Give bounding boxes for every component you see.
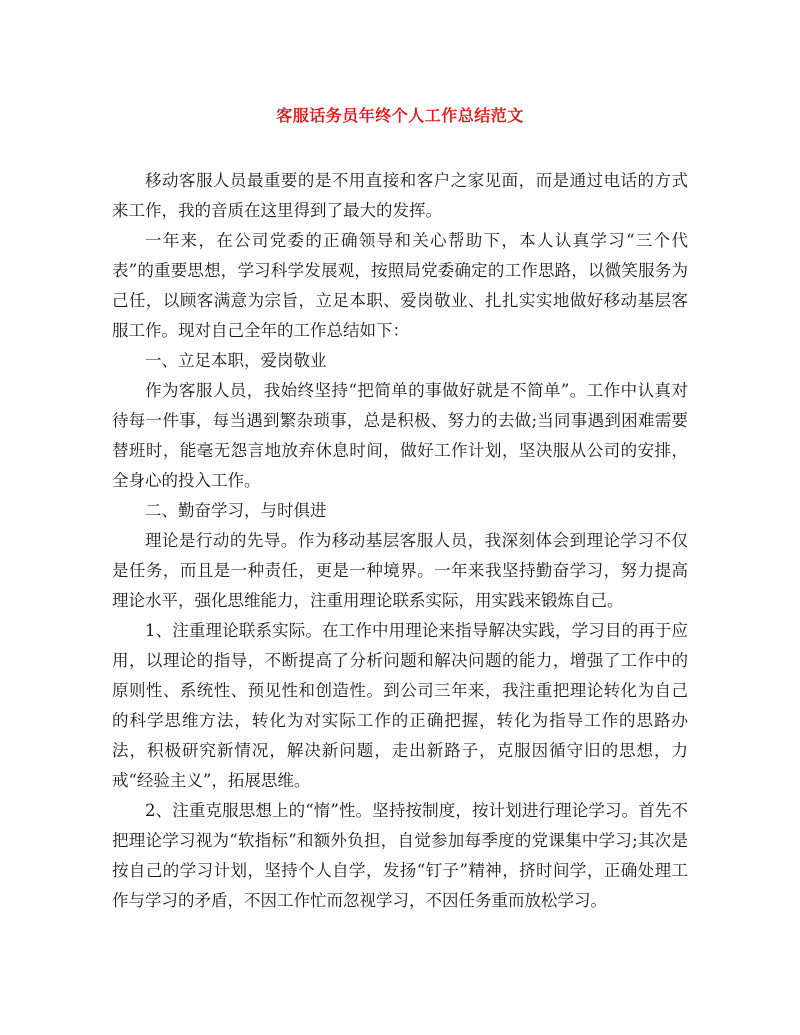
paragraph-point-1: 1、注重理论联系实际。在工作中用理论来指导解决实践，学习目的再于应用，以理论的指导，不断提高了分析问题和解决问题的能力，增强了工作中的原则性、系统性、预见性和创造性。到公司三年来，我注重把理论转化为自己的科学思维方法，转化为对实际工作的正确把握，转化为指导工作的思路办法，积极研究新情况，解决新问题，走出新路子，克服因循守旧的思想，力戒“经验主义”，拓展思维。 — [112, 621, 688, 790]
paragraph-point-2: 2、注重克服思想上的“惰”性。坚持按制度，按计划进行理论学习。首先不把理论学习视为“软指标”和额外负担，自觉参加每季度的党课集中学习;其次是按自己的学习计划，坚持个人自学，发扬“钉子”精神，挤时间学，正确处理工作与学习的矛盾，不因工作忙而忽视学习，不因任务重而放松学习。 — [112, 801, 688, 910]
paragraph-overview: 一年来，在公司党委的正确领导和关心帮助下，本人认真学习“三个代表”的重要思想，学习科学发展观，按照局党委确定的工作思路，以微笑服务为己任，以顾客满意为宗旨，立足本职、爱岗敬业、扎扎实实地做好移动基层客服工作。现对自己全年的工作总结如下： — [112, 231, 688, 340]
paragraph-section-1: 作为客服人员，我始终坚持“把简单的事做好就是不简单”。工作中认真对待每一件事，每当遇到繁杂琐事，总是积极、努力的去做;当同事遇到困难需要替班时，能毫无怨言地放弃休息时间，做好工作计划，坚决服从公司的安排，全身心的投入工作。 — [112, 381, 688, 490]
paragraph-intro: 移动客服人员最重要的是不用直接和客户之家见面，而是通过电话的方式来工作，我的音质在这里得到了最大的发挥。 — [112, 171, 688, 220]
paragraph-section-2: 理论是行动的先导。作为移动基层客服人员，我深刻体会到理论学习不仅是任务，而且是一种责任，更是一种境界。一年来我坚持勤奋学习，努力提高理论水平，强化思维能力，注重用理论联系实际，用实践来锻炼自己。 — [112, 531, 688, 610]
section-heading-1: 一、立足本职，爱岗敬业 — [145, 351, 327, 370]
section-heading-2: 二、勤奋学习，与时俱进 — [145, 501, 327, 520]
document-body — [112, 166, 688, 916]
document-title: 客服话务员年终个人工作总结范文 — [276, 106, 524, 125]
